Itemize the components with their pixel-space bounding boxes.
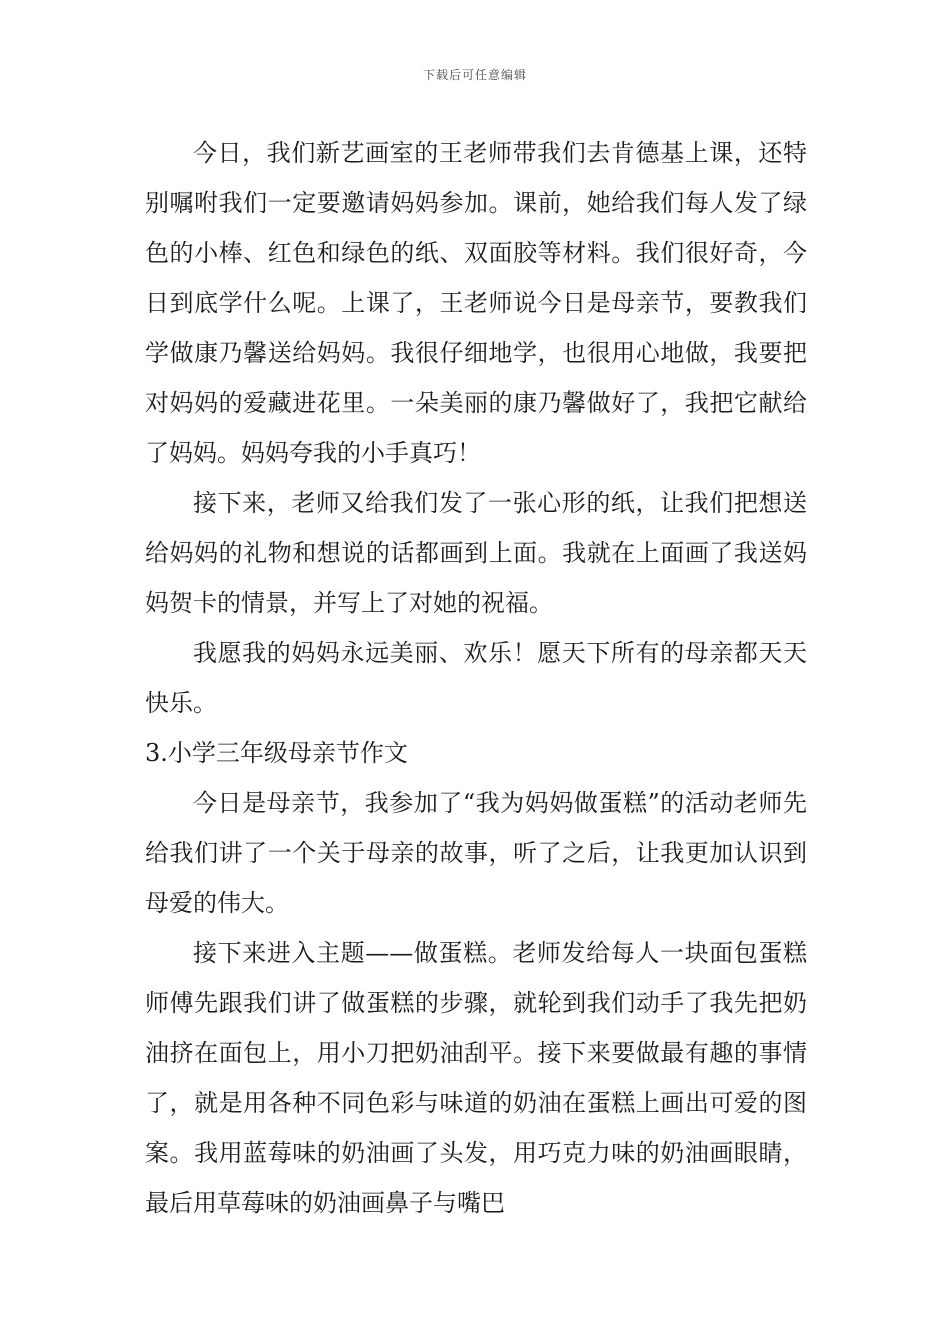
paragraph-heart-card: 接下来，老师又给我们发了一张心形的纸，让我们把想送给妈妈的礼物和想说的话都画到上面。我就在上面画了我送妈妈贺卡的情景，并写上了对她的祝福。 <box>145 489 807 617</box>
document-body <box>145 128 807 1228</box>
section-heading: 3.小学三年级母亲节作文 <box>145 739 408 767</box>
paragraph-carnation: 今日，我们新艺画室的王老师带我们去肯德基上课，还特别嘱咐我们一定要邀请妈妈参加。课前，她给我们每人发了绿色的小棒、红色和绿色的纸、双面胶等材料。我们很好奇，今日到底学什么呢。上课了，王老师说今日是母亲节，要教我们学做康乃馨送给妈妈。我很仔细地学，也很用心地做，我要把对妈妈的爱藏进花里。一朵美丽的康乃馨做好了，我把它献给了妈妈。妈妈夸我的小手真巧！ <box>145 139 807 467</box>
page-header: 下载后可任意编辑 <box>422 68 527 82</box>
paragraph-cake-making: 接下来进入主题——做蛋糕。老师发给每人一块面包蛋糕师傅先跟我们讲了做蛋糕的步骤，就轮到我们动手了我先把奶油挤在面包上，用小刀把奶油刮平。接下来要做最有趣的事情了，就是用各种不同色彩与味道的奶油在蛋糕上画出可爱的图案。我用蓝莓味的奶油画了头发，用巧克力味的奶油画眼睛，最后用草莓味的奶油画鼻子与嘴巴 <box>145 939 807 1217</box>
paragraph-wish: 我愿我的妈妈永远美丽、欢乐！愿天下所有的母亲都天天快乐。 <box>145 639 807 717</box>
paragraph-cake-intro: 今日是母亲节，我参加了“我为妈妈做蛋糕”的活动老师先给我们讲了一个关于母亲的故事，听了之后，让我更加认识到母爱的伟大。 <box>145 789 807 917</box>
